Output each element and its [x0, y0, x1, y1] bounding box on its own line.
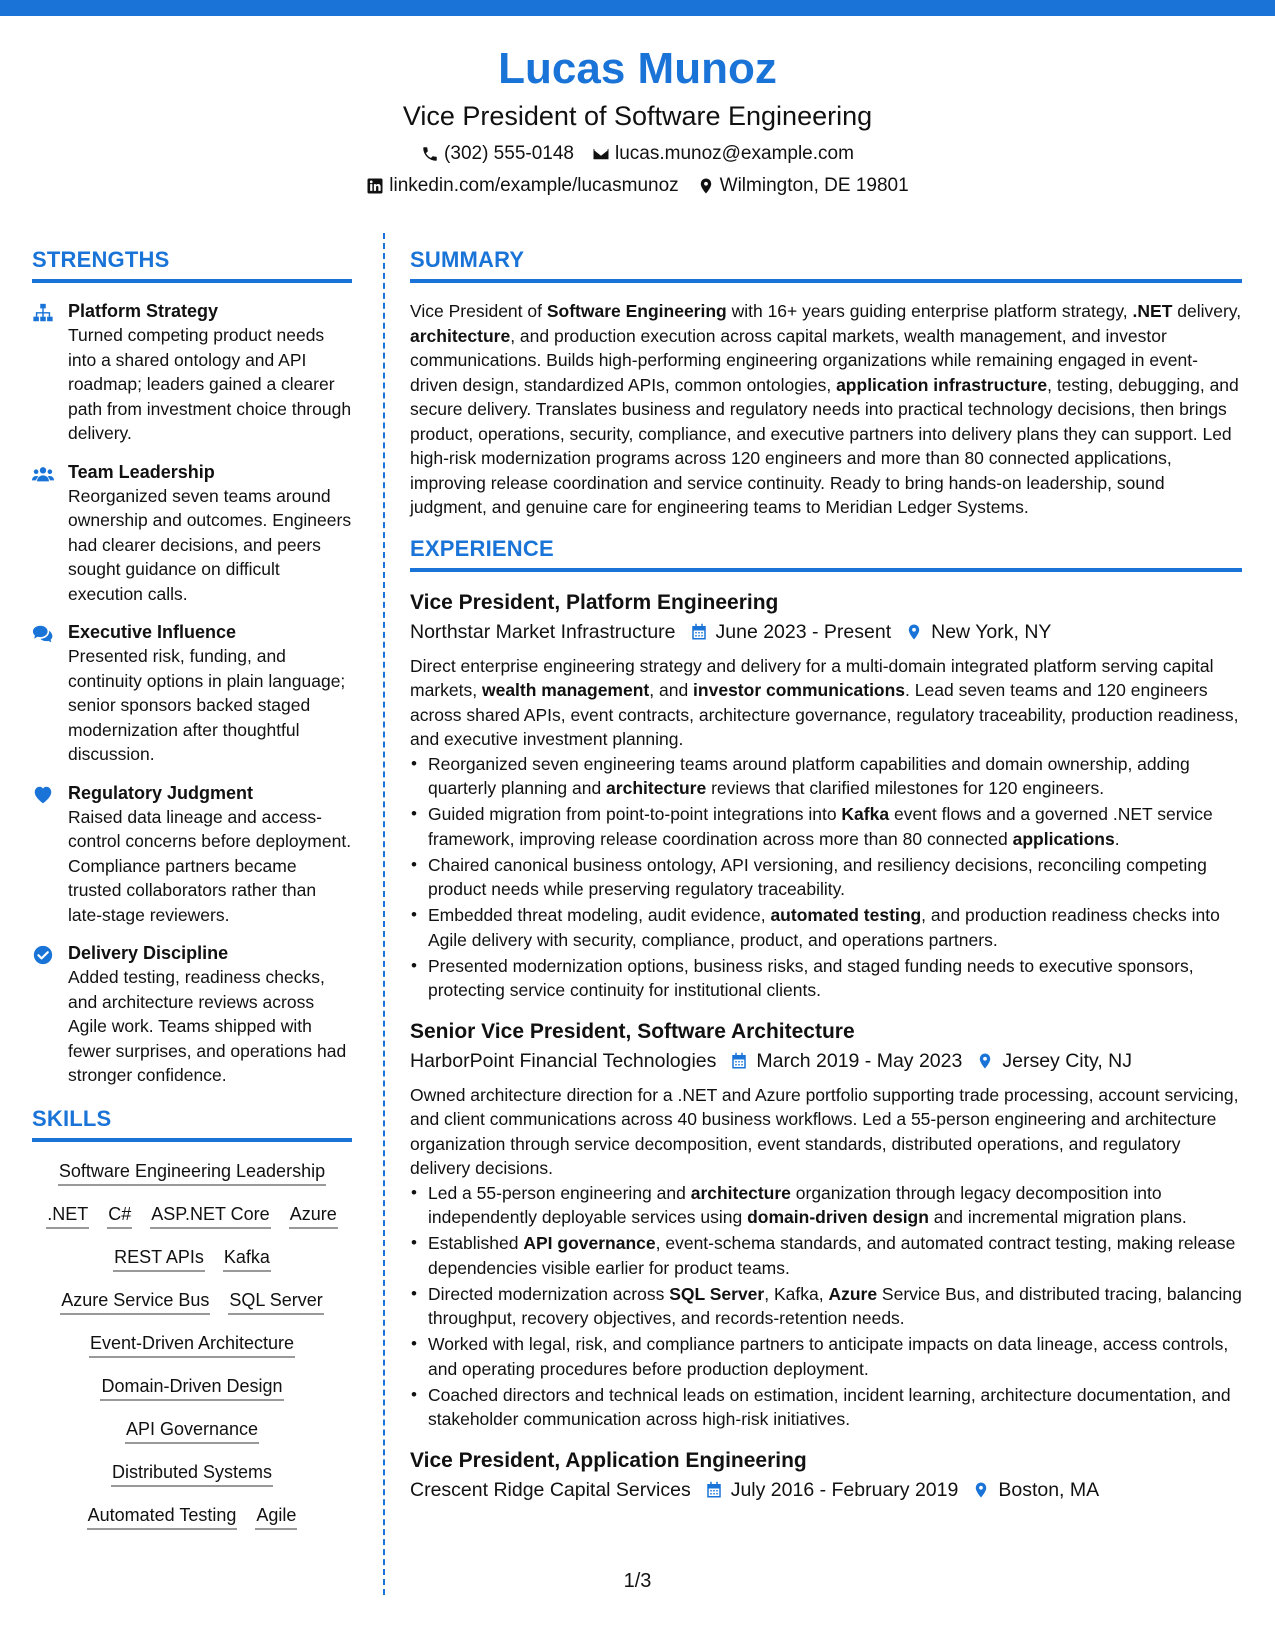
comments-icon: [32, 623, 54, 645]
job-location-text: Jersey City, NJ: [1002, 1049, 1133, 1072]
company-name: Crescent Ridge Capital Services: [410, 1478, 691, 1501]
skill-line: [32, 1244, 352, 1272]
strength-desc: Turned competing product needs into a shared ontology and API roadmap; leaders gained a clearer path from investment choice through delivery.: [68, 325, 352, 443]
company-name: HarborPoint Financial Technologies: [410, 1049, 717, 1072]
contact-row-1: [0, 142, 1275, 166]
skill-tag: Automated Testing: [87, 1502, 238, 1530]
skill-tag: Distributed Systems: [111, 1459, 273, 1487]
job-bullet: • Led a 55-person engineering and architecture organization through legacy decomposition into independently deployable services using domain-driven design and incremental migration plans.: [428, 1181, 1242, 1230]
job-meta: [410, 1476, 1242, 1504]
job-title: Senior Vice President, Software Architecture: [410, 1019, 855, 1043]
phone-text: (302) 555-0148: [444, 143, 574, 164]
skill-tag: C#: [107, 1201, 132, 1229]
job-dates: [705, 1476, 959, 1504]
job-meta: [410, 618, 1242, 646]
phone-icon: [421, 145, 439, 163]
strength-item: [32, 620, 352, 767]
map-pin-icon: [976, 1051, 994, 1071]
skill-line: [32, 1416, 352, 1444]
calendar-icon: [690, 622, 708, 642]
job-bullet: • Presented modernization options, business risks, and staged funding needs to executive sponsors, protecting service continuity for institutional clients.: [428, 954, 1242, 1003]
skill-tag: Kafka: [223, 1244, 271, 1272]
linkedin-contact[interactable]: [366, 174, 678, 198]
right-column: [410, 245, 1242, 1518]
company-name: Northstar Market Infrastructure: [410, 620, 676, 643]
job-dates: [690, 618, 892, 646]
sitemap-icon: [32, 302, 54, 324]
calendar-icon: [705, 1480, 723, 1500]
strength-item: [32, 460, 352, 607]
skill-line: [32, 1287, 352, 1315]
job-description: Direct enterprise engineering strategy and delivery for a multi-domain integrated platform serving capital markets, wealth management, and investor communications. Lead seven teams and 120 engineers across shared APIs, event contracts, architecture governance, regulatory traceability, production readiness, and executive investment planning.: [410, 655, 1239, 749]
job-entry: [410, 1017, 1242, 1432]
candidate-title: Vice President of Software Engineering: [402, 101, 873, 131]
skill-tag: .NET: [46, 1201, 89, 1229]
users-icon: [32, 463, 54, 485]
skill-line: [32, 1373, 352, 1401]
strength-desc: Added testing, readiness checks, and architecture reviews across Agile work. Teams shipped with fewer surprises, and operations had stronger confidence.: [68, 967, 347, 1085]
job-entry: [410, 1446, 1242, 1504]
job-bullet: • Chaired canonical business ontology, API versioning, and resiliency decisions, reconciling competing product needs while preserving regulatory traceability.: [428, 853, 1242, 902]
job-location-text: Boston, MA: [998, 1478, 1100, 1501]
job-location: [905, 618, 1051, 646]
linkedin-icon: [366, 177, 384, 195]
location-text: Wilmington, DE 19801: [719, 175, 909, 196]
job-bullets: [410, 752, 1242, 1003]
experience-heading: EXPERIENCE: [410, 534, 1242, 572]
skill-tag: API Governance: [125, 1416, 259, 1444]
location-contact: [697, 174, 909, 198]
map-pin-icon: [697, 177, 715, 195]
skill-tag: Software Engineering Leadership: [58, 1158, 326, 1186]
job-location: [976, 1047, 1132, 1075]
job-meta: [410, 1047, 1242, 1075]
job-description: Owned architecture direction for a .NET and Azure portfolio supporting trade processing, account servicing, and client communications across 40 business workflows. Led a 55-person engineering and architecture organization through service decomposition, event standards, distributed operations, and regulatory delivery decisions.: [410, 1084, 1239, 1178]
skill-line: [32, 1158, 352, 1186]
job-dates-text: June 2023 - Present: [715, 620, 892, 643]
job-dates-text: March 2019 - May 2023: [756, 1049, 963, 1072]
column-divider: [383, 233, 385, 1595]
email-text: lucas.munoz@example.com: [614, 143, 854, 164]
strength-title: Executive Influence: [68, 622, 237, 642]
job-location-text: New York, NY: [931, 620, 1052, 643]
strength-title: Team Leadership: [68, 461, 215, 482]
check-circle-icon: [32, 944, 54, 966]
candidate-name: Lucas Munoz: [498, 44, 777, 93]
summary-heading: SUMMARY: [410, 245, 1242, 283]
envelope-icon: [592, 145, 610, 163]
skill-line: [32, 1201, 352, 1229]
job-location: [972, 1476, 1099, 1504]
job-bullet: • Embedded threat modeling, audit evidence, automated testing, and production readiness checks into Agile delivery with security, compliance, product, and operations partners.: [428, 903, 1242, 952]
strengths-heading: STRENGTHS: [32, 245, 352, 283]
job-bullet: • Coached directors and technical leads on estimation, incident learning, architecture documentation, and stakeholder communication across high-risk initiatives.: [428, 1383, 1242, 1432]
resume-header: [0, 40, 1275, 198]
job-dates-text: July 2016 - February 2019: [730, 1478, 959, 1501]
strength-title: Regulatory Judgment: [68, 782, 254, 803]
job-dates: [730, 1047, 962, 1075]
skill-tag: Event-Driven Architecture: [89, 1330, 295, 1358]
job-title: Vice President, Platform Engineering: [410, 590, 779, 614]
strength-item: [32, 299, 352, 446]
skill-tag: ASP.NET Core: [150, 1201, 270, 1229]
left-column: [32, 245, 352, 1545]
skill-tag: Domain-Driven Design: [100, 1373, 283, 1401]
phone-contact[interactable]: [421, 142, 574, 166]
skills-heading: SKILLS: [32, 1104, 352, 1142]
map-pin-icon: [905, 622, 923, 642]
job-bullet: • Established API governance, event-schema standards, and automated contract testing, making release dependencies visible earlier for product teams.: [428, 1231, 1242, 1280]
skill-tag: Azure: [289, 1201, 338, 1229]
skills-list: [32, 1158, 352, 1530]
strength-item: [32, 941, 352, 1088]
strength-title: Delivery Discipline: [68, 943, 229, 963]
email-contact[interactable]: [592, 142, 854, 166]
skill-line: [32, 1330, 352, 1358]
skill-line: [32, 1502, 352, 1530]
skill-tag: REST APIs: [113, 1244, 205, 1272]
job-bullet: • Worked with legal, risk, and compliance partners to anticipate impacts on data lineage, access controls, and operating procedures before production deployment.: [428, 1332, 1242, 1381]
skill-tag: Azure Service Bus: [60, 1287, 210, 1315]
job-bullet: • Reorganized seven engineering teams around platform capabilities and domain ownership, adding quarterly planning and architecture reviews that clarified milestones for 120 engineers.: [428, 752, 1242, 801]
page-number: 1/3: [623, 1570, 652, 1592]
strength-item: [32, 781, 352, 928]
job-entry: [410, 588, 1242, 1003]
skill-tag: Agile: [255, 1502, 297, 1530]
linkedin-text: linkedin.com/example/lucasmunoz: [389, 175, 679, 196]
top-accent-bar: [0, 0, 1275, 16]
skill-line: [32, 1459, 352, 1487]
strength-desc: Raised data lineage and access-control concerns before deployment. Compliance partners became trusted collaborators rather than late-stage reviewers.: [68, 806, 352, 925]
map-pin-icon: [972, 1480, 990, 1500]
skill-tag: SQL Server: [228, 1287, 323, 1315]
experience-list: [410, 588, 1242, 1504]
summary-text: Vice President of Software Engineering with 16+ years guiding enterprise platform strategy, .NET delivery, architecture, and production execution across capital markets, wealth management, and investor communications. Builds high-performing engineering organizations while remaining engaged in event-driven design, standardized APIs, common ontologies, application infrastructure, testing, debugging, and secure delivery. Translates business and regulatory needs into practical technology decisions, then brings product, operations, security, compliance, and executive partners into delivery plans they can support. Led high-risk modernization programs across 120 engineers and more than 80 connected applications, improving release coordination and service continuity. Ready to bring hands-on leadership, sound judgment, and genuine care for engineering teams to Meridian Ledger Systems.: [410, 301, 1242, 517]
strength-desc: Reorganized seven teams around ownership and outcomes. Engineers had clearer decisions, and peers sought guidance on difficult execution calls.: [68, 485, 352, 604]
job-bullet: • Guided migration from point-to-point integrations into Kafka event flows and a governed .NET service framework, improving release coordination across more than 80 connected applications.: [428, 802, 1242, 851]
calendar-icon: [730, 1051, 748, 1071]
contact-row-2: [0, 174, 1275, 198]
strength-desc: Presented risk, funding, and continuity options in plain language; senior sponsors backed staged modernization after thoughtful discussion.: [68, 646, 346, 764]
job-title: Vice President, Application Engineering: [410, 1448, 807, 1472]
strength-title: Platform Strategy: [68, 301, 219, 321]
heart-icon: [32, 784, 54, 806]
job-bullets: [410, 1181, 1242, 1432]
job-bullet: • Directed modernization across SQL Server, Kafka, Azure Service Bus, and distributed tracing, balancing throughput, recovery objectives, and records-retention needs.: [428, 1282, 1242, 1331]
